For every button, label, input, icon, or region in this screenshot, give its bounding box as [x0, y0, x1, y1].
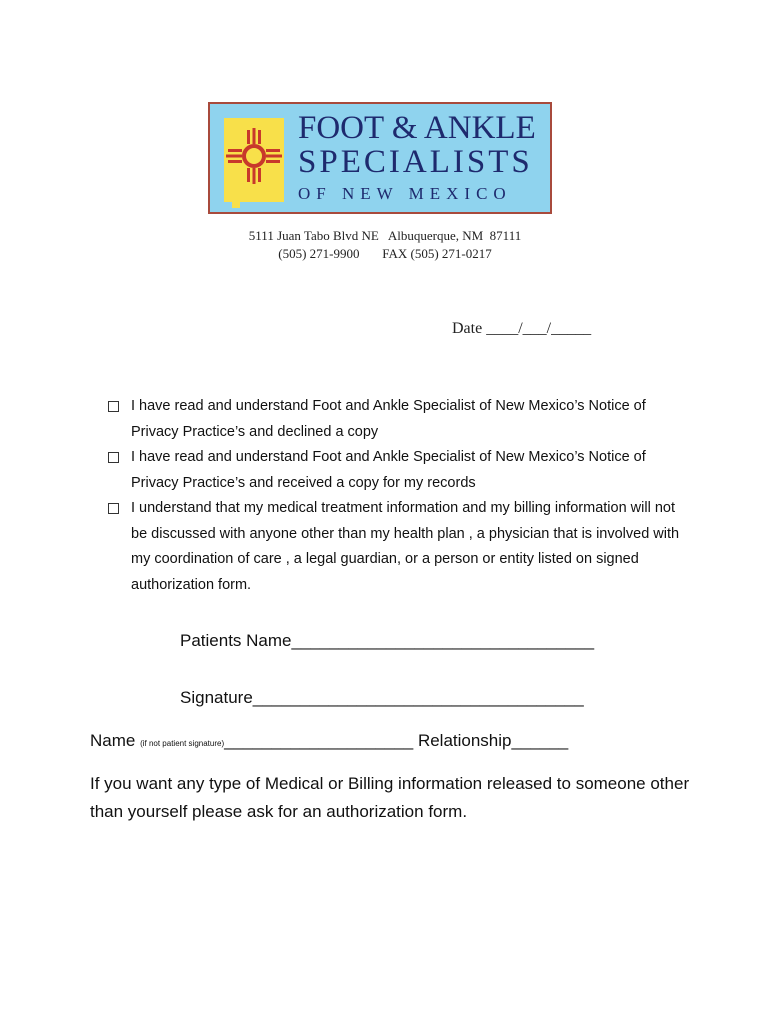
- checkbox-label: I understand that my medical treatment information and my billing information will not be discussed with anyone other than my health plan , a physician that is involved with my coordination of care , a legal guardian, or a person or entity listed on signed authorization form.: [131, 500, 680, 593]
- address-line: 5111 Juan Tabo Blvd NE Albuquerque, NM 87111: [248, 228, 522, 243]
- checkbox[interactable]: [108, 401, 119, 412]
- checkbox-label: I have read and understand Foot and Ankle Specialist of New Mexico’s Notice of Privacy Practice’s and declined a copy: [131, 398, 646, 440]
- checkbox[interactable]: [108, 452, 119, 463]
- logo-line-3: OF NEW MEXICO: [298, 184, 512, 203]
- patients-name-field[interactable]: Patients Name________________________________: [180, 631, 595, 650]
- authorization-note: If you want any type of Medical or Billing information released to someone other than yourself please ask for an authorization form.: [90, 774, 690, 821]
- name-relationship-row[interactable]: [90, 731, 568, 751]
- checkbox-item-received[interactable]: [108, 445, 688, 496]
- checkbox-item-declined[interactable]: [108, 394, 688, 445]
- checkbox-item-understand[interactable]: [108, 496, 688, 598]
- signature-field[interactable]: Signature___________________________________: [180, 688, 584, 707]
- checkbox[interactable]: [108, 503, 119, 514]
- practice-logo: [208, 102, 552, 214]
- checkbox-label: I have read and understand Foot and Ankle Specialist of New Mexico’s Notice of Privacy Practice’s and received a copy for my records: [131, 449, 646, 491]
- name-note: (if not patient signature): [140, 739, 225, 748]
- logo-line-2: SPECIALISTS: [298, 144, 533, 180]
- name-label: Name: [90, 731, 141, 750]
- date-field: Date ____/___/_____: [452, 320, 592, 337]
- phone-fax-line: (505) 271-9900 FAX (505) 271-0217: [278, 246, 492, 261]
- name-relationship-line[interactable]: ____________________ Relationship______: [224, 731, 569, 750]
- logo-line-1: FOOT & ANKLE: [298, 110, 536, 146]
